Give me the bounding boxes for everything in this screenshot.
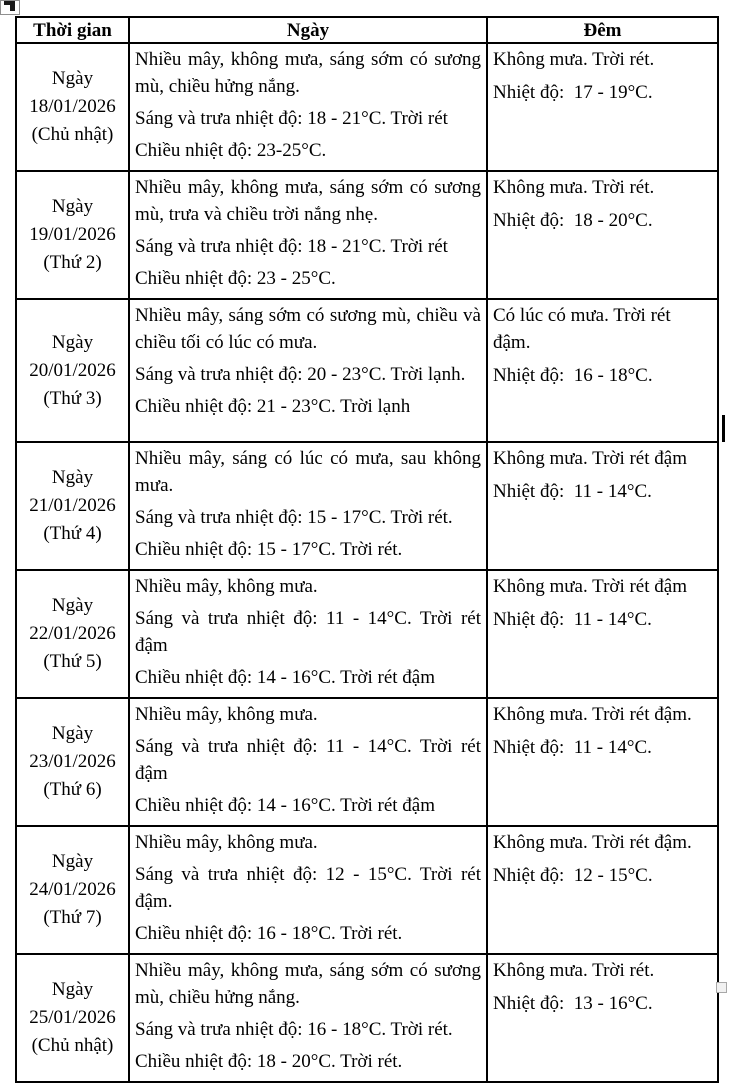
time-cell <box>16 43 129 171</box>
date-value: 19/01/2026 <box>29 224 116 245</box>
day-cell <box>129 171 487 299</box>
header-day: Ngày <box>129 17 487 43</box>
date-prefix: Ngày <box>51 467 94 488</box>
date-value: 18/01/2026 <box>29 96 116 117</box>
day-cell <box>129 299 487 442</box>
weekday-value: (Thứ 3) <box>43 387 102 409</box>
date-prefix: Ngày <box>51 979 94 1000</box>
day-afternoon-temp: Chiều nhiệt độ: 14 - 16°C. Trời rét đậm <box>135 795 436 816</box>
forecast-table-body <box>16 43 718 1082</box>
date-value: 21/01/2026 <box>29 495 116 516</box>
day-morning-temp: Sáng và trưa nhiệt độ: 11 - 14°C. Trời rét đậm <box>135 608 481 656</box>
weekday-value: (Thứ 4) <box>43 523 102 544</box>
forecast-row <box>16 299 718 442</box>
night-summary: Có lúc có mưa. Trời rét đậm. <box>493 305 676 353</box>
night-summary: Không mưa. Trời rét. <box>493 177 655 198</box>
time-cell <box>16 954 129 1082</box>
day-morning-temp: Sáng và trưa nhiệt độ: 12 - 15°C. Trời rét đậm. <box>135 864 481 912</box>
day-morning-temp: Sáng và trưa nhiệt độ: 15 - 17°C. Trời rét. <box>135 507 453 528</box>
forecast-row <box>16 442 718 570</box>
day-summary: Nhiều mây, không mưa. <box>135 576 318 597</box>
day-afternoon-temp: Chiều nhiệt độ: 21 - 23°C. Trời lạnh <box>135 396 411 417</box>
night-temp: Nhiệt độ: 13 - 16°C. <box>493 993 653 1014</box>
night-temp: Nhiệt độ: 16 - 18°C. <box>493 365 653 386</box>
header-row <box>16 17 718 43</box>
night-cell <box>487 698 718 826</box>
time-cell <box>16 299 129 442</box>
time-cell <box>16 826 129 954</box>
date-prefix: Ngày <box>51 68 94 89</box>
night-temp: Nhiệt độ: 12 - 15°C. <box>493 865 653 886</box>
night-summary: Không mưa. Trời rét. <box>493 49 655 70</box>
date-value: 23/01/2026 <box>29 751 116 772</box>
forecast-row <box>16 570 718 698</box>
night-cell <box>487 826 718 954</box>
day-cell <box>129 442 487 570</box>
day-cell <box>129 826 487 954</box>
weekday-value: (Thứ 6) <box>43 779 102 800</box>
date-prefix: Ngày <box>51 595 94 616</box>
day-afternoon-temp: Chiều nhiệt độ: 16 - 18°C. Trời rét. <box>135 923 403 944</box>
day-summary: Nhiều mây, sáng sớm có sương mù, chiều và chiều tối có lúc có mưa. <box>135 305 481 353</box>
night-cell <box>487 299 718 442</box>
day-afternoon-temp: Chiều nhiệt độ: 15 - 17°C. Trời rét. <box>135 539 403 560</box>
night-summary: Không mưa. Trời rét đậm. <box>493 704 692 725</box>
weekday-value: (Thứ 2) <box>43 252 102 273</box>
weekday-value: (Thứ 5) <box>43 651 102 672</box>
time-cell <box>16 698 129 826</box>
date-value: 20/01/2026 <box>29 359 116 381</box>
header-time: Thời gian <box>16 17 129 43</box>
day-afternoon-temp: Chiều nhiệt độ: 23-25°C. <box>135 140 327 161</box>
night-cell <box>487 43 718 171</box>
day-summary: Nhiều mây, không mưa. <box>135 704 318 725</box>
night-temp: Nhiệt độ: 11 - 14°C. <box>493 481 652 502</box>
time-cell <box>16 171 129 299</box>
weather-forecast-table <box>15 16 719 1083</box>
day-morning-temp: Sáng và trưa nhiệt độ: 18 - 21°C. Trời rét <box>135 236 448 257</box>
table-move-handle-icon[interactable] <box>0 0 20 15</box>
forecast-row <box>16 698 718 826</box>
night-temp: Nhiệt độ: 17 - 19°C. <box>493 82 653 103</box>
day-summary: Nhiều mây, không mưa, sáng sớm có sương mù, chiều hửng nắng. <box>135 960 481 1008</box>
date-value: 22/01/2026 <box>29 623 116 644</box>
day-cell <box>129 954 487 1082</box>
forecast-row <box>16 826 718 954</box>
time-cell <box>16 442 129 570</box>
day-summary: Nhiều mây, không mưa, sáng sớm có sương mù, chiều hửng nắng. <box>135 49 481 97</box>
date-prefix: Ngày <box>51 723 94 744</box>
changed-line-marker <box>722 415 725 442</box>
day-afternoon-temp: Chiều nhiệt độ: 14 - 16°C. Trời rét đậm <box>135 667 436 688</box>
day-morning-temp: Sáng và trưa nhiệt độ: 11 - 14°C. Trời rét đậm <box>135 736 481 784</box>
date-prefix: Ngày <box>51 851 94 872</box>
date-value: 25/01/2026 <box>29 1007 116 1028</box>
night-cell <box>487 954 718 1082</box>
day-summary: Nhiều mây, không mưa, sáng sớm có sương mù, trưa và chiều trời nắng nhẹ. <box>135 177 481 225</box>
day-summary: Nhiều mây, sáng có lúc có mưa, sau không mưa. <box>135 448 481 496</box>
weekday-value: (Chủ nhật) <box>31 124 114 145</box>
night-temp: Nhiệt độ: 18 - 20°C. <box>493 210 653 231</box>
day-morning-temp: Sáng và trưa nhiệt độ: 20 - 23°C. Trời lạnh. <box>135 364 466 385</box>
day-morning-temp: Sáng và trưa nhiệt độ: 16 - 18°C. Trời rét. <box>135 1019 453 1040</box>
time-cell <box>16 570 129 698</box>
header-night: Đêm <box>487 17 718 43</box>
weekday-value: (Thứ 7) <box>43 907 102 928</box>
night-temp: Nhiệt độ: 11 - 14°C. <box>493 737 652 758</box>
day-cell <box>129 43 487 171</box>
day-summary: Nhiều mây, không mưa. <box>135 832 318 853</box>
night-summary: Không mưa. Trời rét đậm. <box>493 832 692 853</box>
table-resize-handle-icon[interactable] <box>716 982 727 993</box>
forecast-row <box>16 171 718 299</box>
day-morning-temp: Sáng và trưa nhiệt độ: 18 - 21°C. Trời rét <box>135 108 448 129</box>
day-cell <box>129 570 487 698</box>
day-afternoon-temp: Chiều nhiệt độ: 18 - 20°C. Trời rét. <box>135 1051 403 1072</box>
night-temp: Nhiệt độ: 11 - 14°C. <box>493 609 652 630</box>
date-value: 24/01/2026 <box>29 879 116 900</box>
move-handle-glyph <box>10 1 15 11</box>
night-cell <box>487 442 718 570</box>
night-summary: Không mưa. Trời rét đậm <box>493 576 687 597</box>
day-afternoon-temp: Chiều nhiệt độ: 23 - 25°C. <box>135 268 336 289</box>
forecast-row <box>16 954 718 1082</box>
weekday-value: (Chủ nhật) <box>31 1035 114 1056</box>
date-prefix: Ngày <box>51 196 94 217</box>
night-summary: Không mưa. Trời rét đậm <box>493 448 687 469</box>
night-summary: Không mưa. Trời rét. <box>493 960 655 981</box>
night-cell <box>487 570 718 698</box>
forecast-row <box>16 43 718 171</box>
night-cell <box>487 171 718 299</box>
date-prefix: Ngày <box>51 331 94 353</box>
day-cell <box>129 698 487 826</box>
